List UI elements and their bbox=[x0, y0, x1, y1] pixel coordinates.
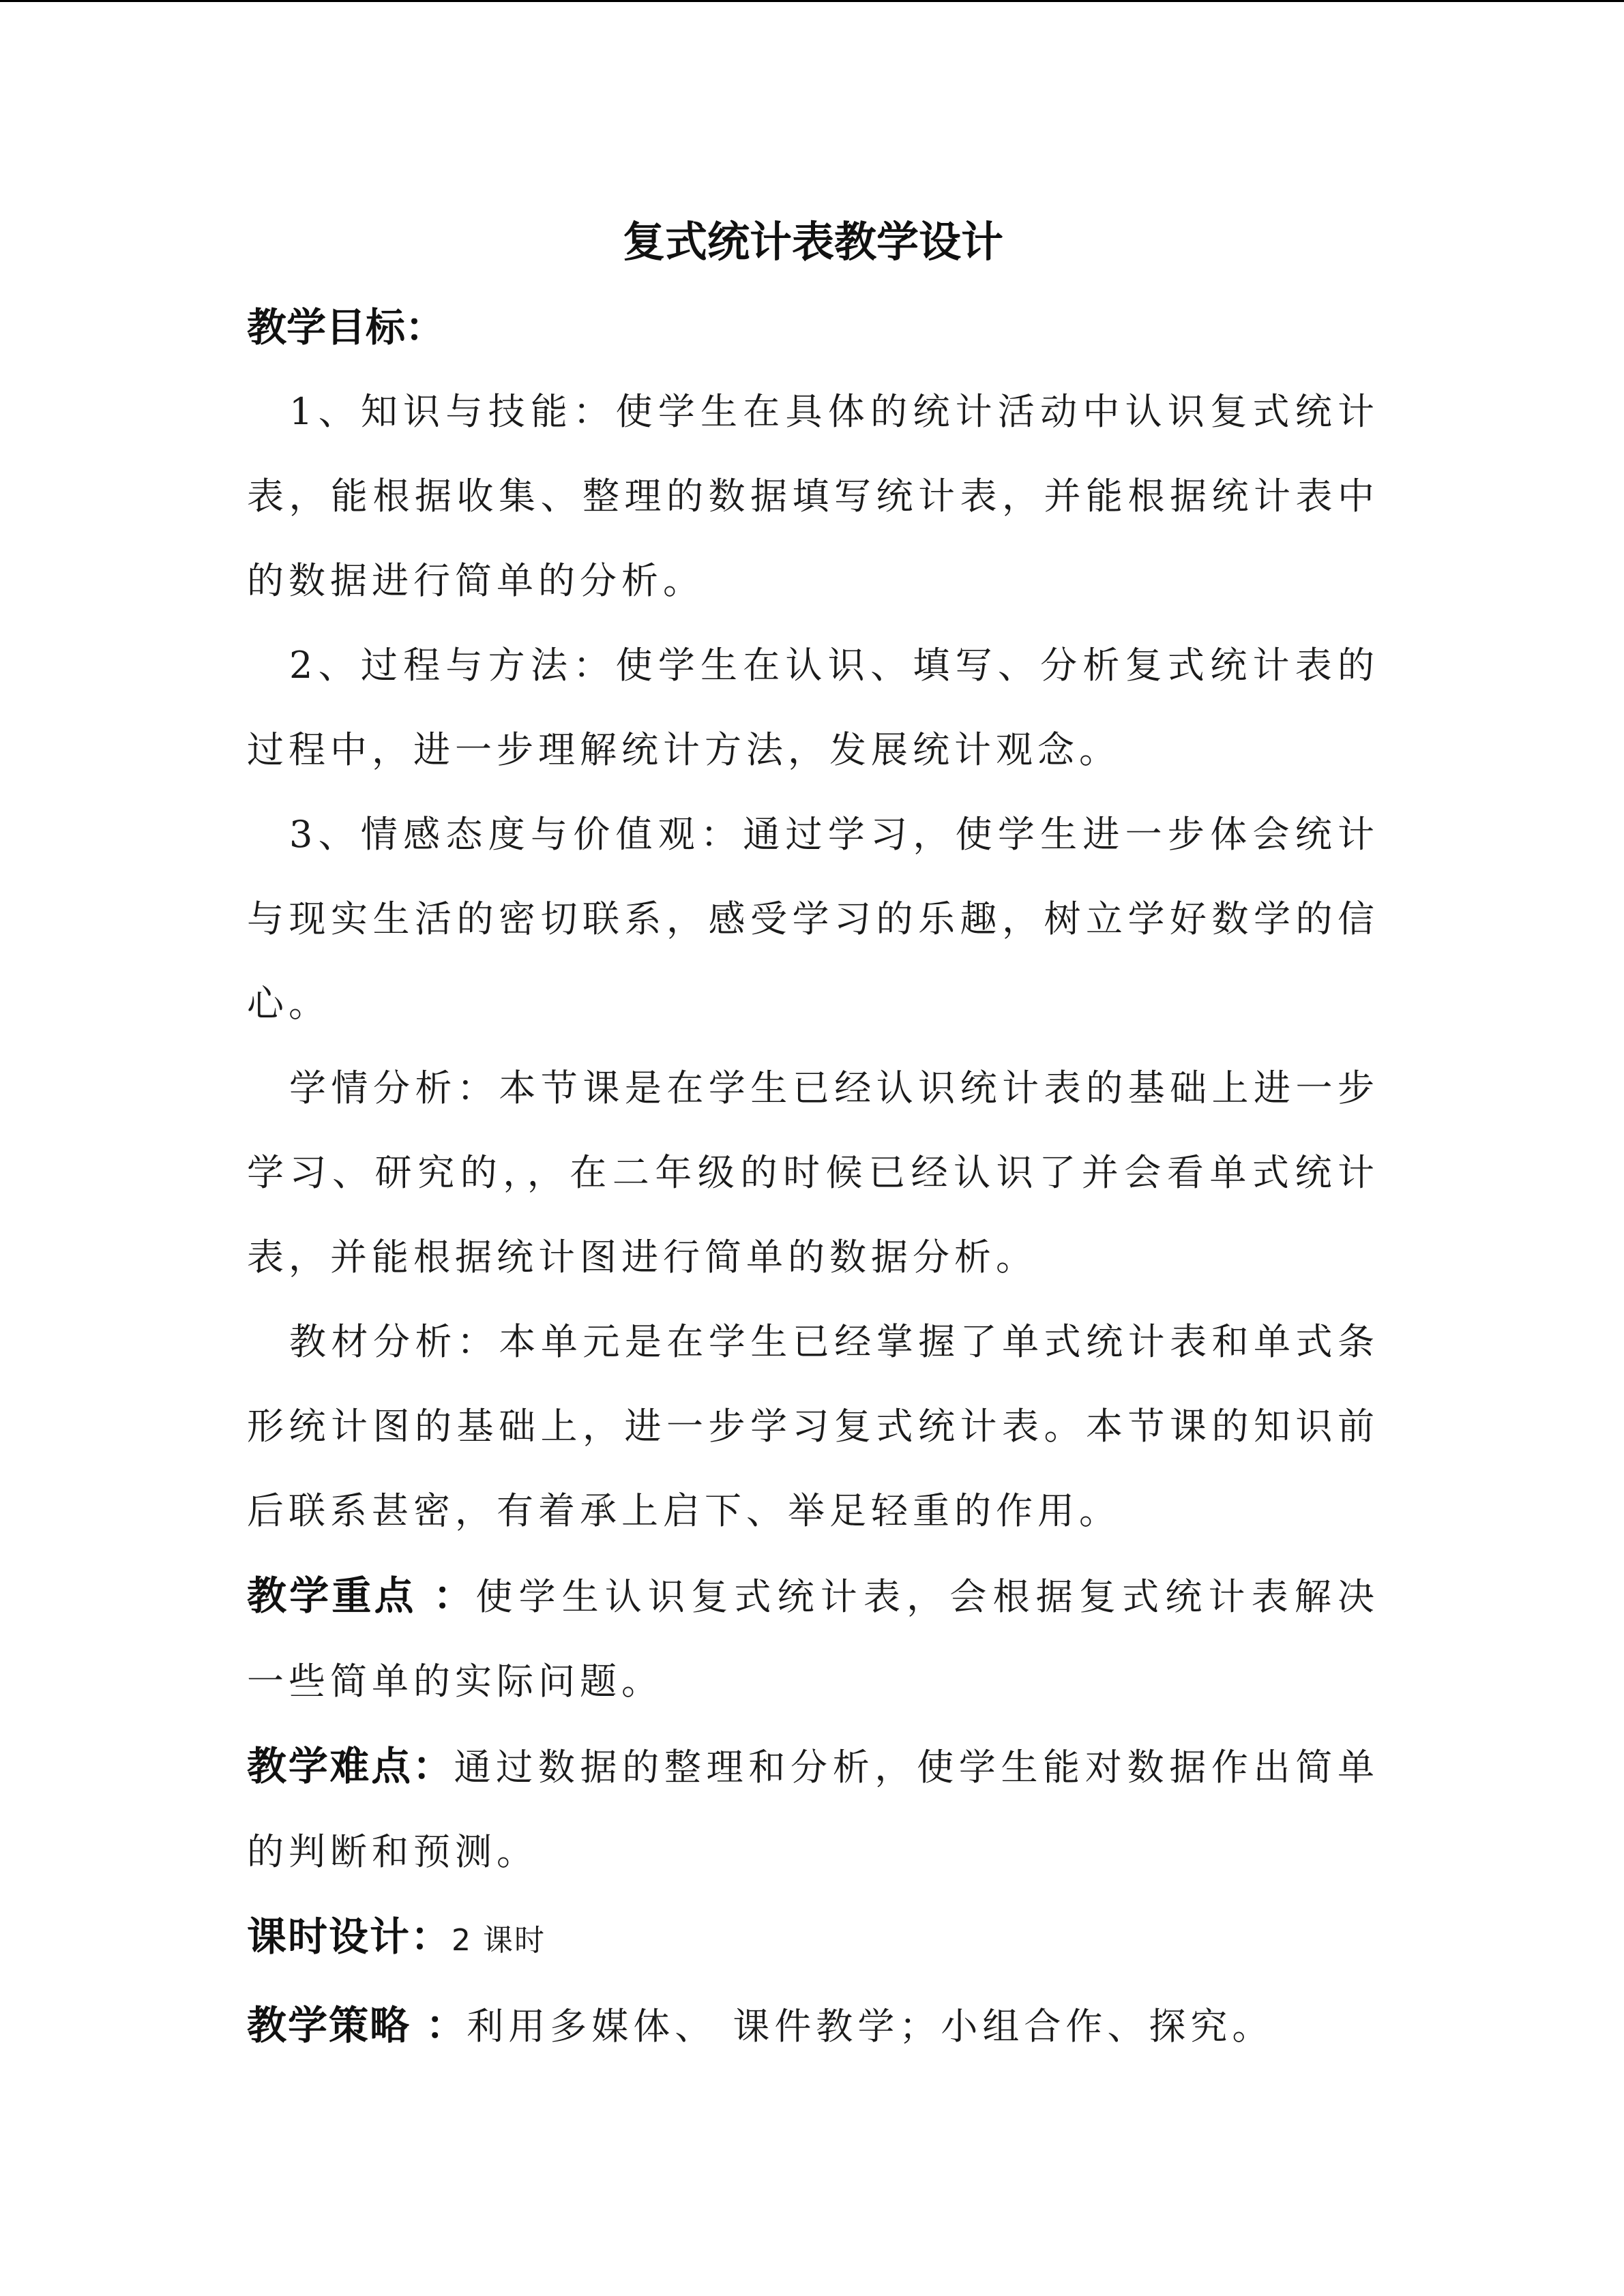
material-analysis: 教材分析：本单元是在学生已经掌握了单式统计表和单式条形统计图的基础上，进一步学习复式统计表。本节课的知识前后联系甚密，有着承上启下、举足轻重的作用。 bbox=[247, 1320, 1379, 1532]
key-point-section bbox=[247, 1553, 1379, 1724]
key-point-text: 使学生认识复式统计表，会根据复式统计表解决一些简单的实际问题。 bbox=[247, 1575, 1380, 1703]
objectives-heading: 教学目标： bbox=[247, 304, 445, 351]
lesson-design-label: 课时设计： bbox=[247, 1913, 452, 1960]
lesson-design-section bbox=[247, 1894, 1379, 1983]
strategy-label: 教学策略 ： bbox=[247, 2002, 467, 2048]
difficulty-section bbox=[247, 1724, 1379, 1894]
objective-emotion-values: 3、情感态度与价值观：通过学习，使学生进一步体会统计与现实生活的密切联系，感受学习的乐趣，树立学好数学的信心。 bbox=[247, 813, 1379, 1025]
difficulty-label: 教学难点： bbox=[247, 1743, 454, 1789]
difficulty-text: 通过数据的整理和分析，使学生能对数据作出简单的判断和预测。 bbox=[247, 1746, 1379, 1873]
student-analysis: 学情分析：本节课是在学生已经认识统计表的基础上进一步学习、研究的，，在二年级的时候已经认识了并会看单式统计表，并能根据统计图进行简单的数据分析。 bbox=[247, 1067, 1379, 1279]
page-top-border bbox=[0, 0, 1624, 2]
objective-knowledge-skills: 1、知识与技能：使学生在具体的统计活动中认识复式统计表，能根据收集、整理的数据填写统计表，并能根据统计表中的数据进行简单的分析。 bbox=[247, 390, 1379, 602]
key-point-label: 教学重点 ： bbox=[247, 1572, 476, 1619]
objective-process-methods: 2、过程与方法：使学生在认识、填写、分析复式统计表的过程中，进一步理解统计方法，发展统计观念。 bbox=[247, 644, 1379, 771]
strategy-text: 利用多媒体、 课件教学；小组合作、探究。 bbox=[467, 2005, 1274, 2048]
strategy-section bbox=[247, 1983, 1379, 2069]
document-page bbox=[247, 205, 1379, 2069]
lesson-design-text: 2 课时 bbox=[452, 1923, 546, 1958]
document-title: 复式统计表教学设计 bbox=[622, 217, 1003, 267]
